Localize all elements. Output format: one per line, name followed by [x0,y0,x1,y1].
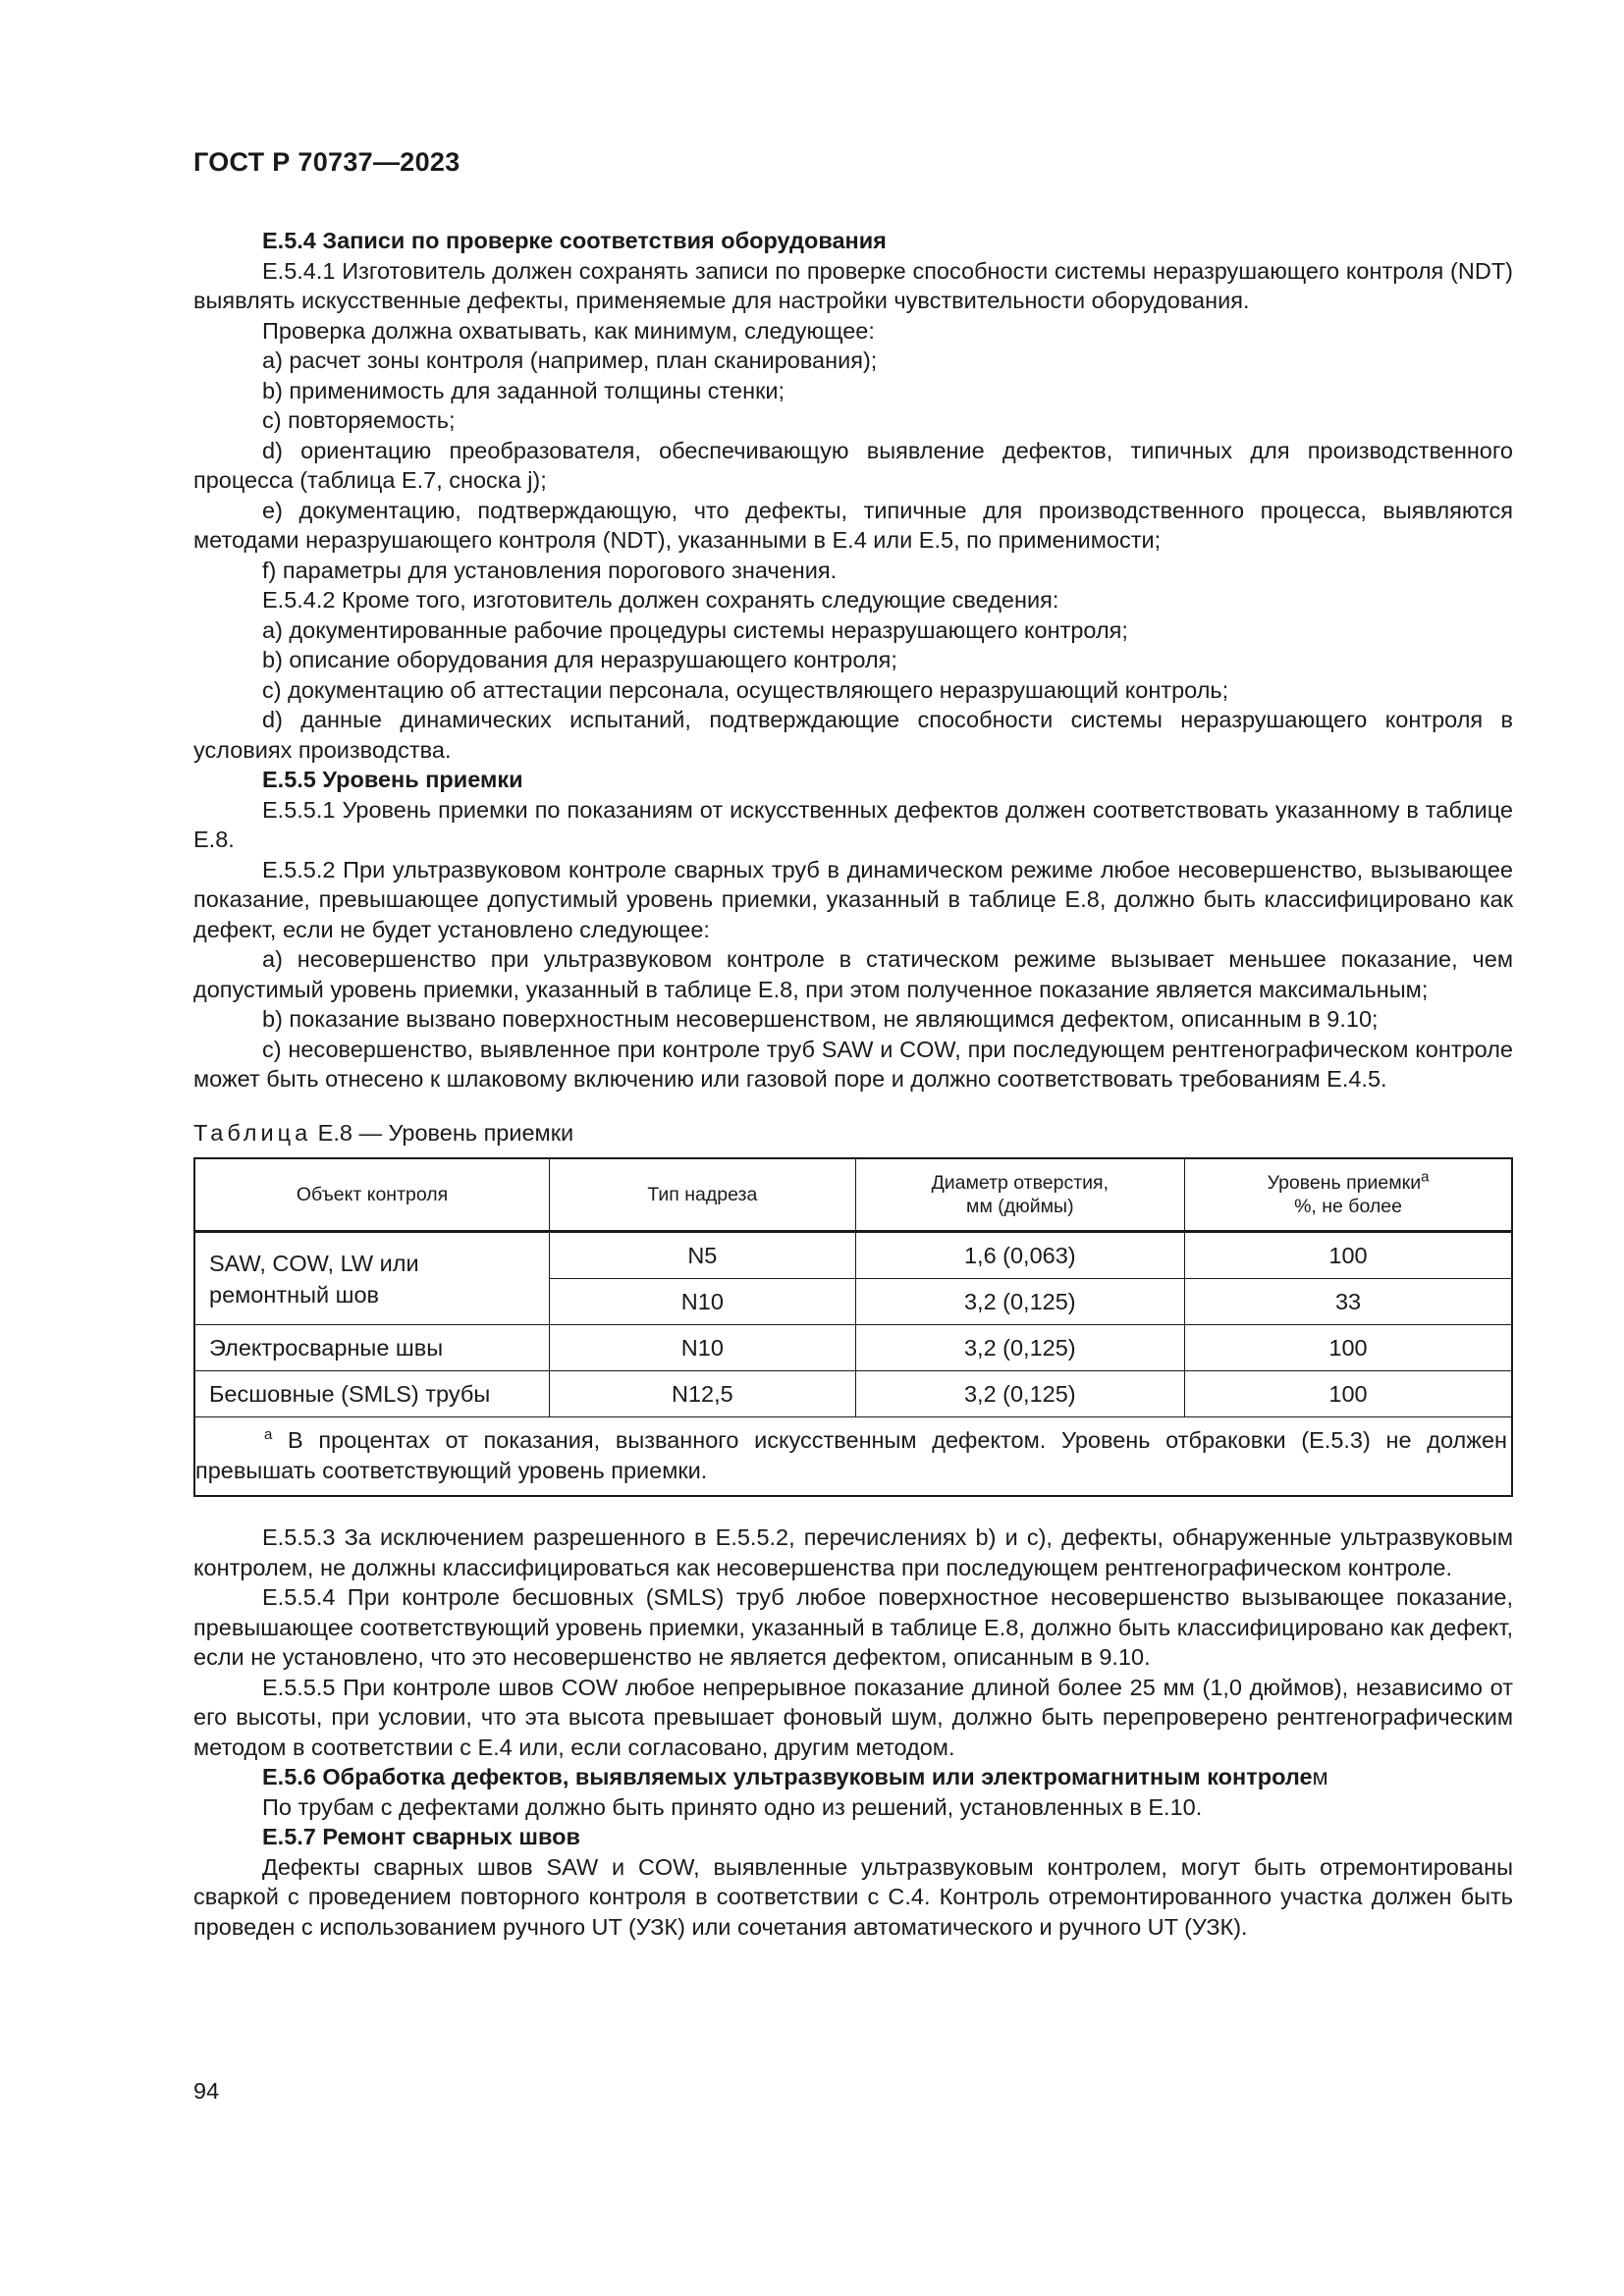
cell-level: 100 [1185,1325,1512,1371]
list-item: b) описание оборудования для неразрушающего контроля; [262,647,897,672]
cell-level: 100 [1185,1232,1512,1279]
list-item: a) несовершенство при ультразвуковом контроле в статическом режиме вызывает меньшее показание, чем допустимый уровень приемки, указанный в таблице Е.8, при этом полученное показание является максимальным; [193,946,1513,1002]
list-item: e) документацию, подтверждающую, что дефекты, типичные для производственного процесса, выявляются методами неразрушающего контроля (NDT), указанными в Е.4 или Е.5, по применимости; [193,497,1513,553]
paragraph: Е.5.4.1 Изготовитель должен сохранять записи по проверке способности системы неразрушающего контроля (NDT) выявлять искусственные дефекты, применяемые для настройки чувствительности оборудования. [193,257,1513,313]
sections-after [193,1522,1513,1942]
paragraph: Е.5.5.2 При ультразвуковом контроле сварных труб в динамическом режиме любое несовершенство, вызывающее показание, превышающее допустимый уровень приемки, указанный в таблице Е.8, должно быть классифицировано как дефект, если не будет установлено следующее: [193,856,1513,942]
sections-before [193,226,1513,1095]
table-footnote-row [194,1417,1512,1497]
cell-diameter: 3,2 (0,125) [855,1279,1184,1325]
section-heading: Е.5.4 Записи по проверке соответствия оборудования [262,228,887,253]
page-number: 94 [193,2078,220,2104]
table-footnote [194,1417,1512,1497]
list-item: f) параметры для установления порогового значения. [262,557,838,583]
cell-notch: N5 [550,1232,855,1279]
paragraph: Проверка должна охватывать, как минимум, следующее: [262,317,875,344]
table-caption-title: Е.8 — Уровень приемки [311,1119,574,1146]
table-row [194,1371,1512,1417]
header-hole-diameter: Диаметр отверстия, мм (дюймы) [855,1158,1184,1232]
footnote-text: В процентах от показания, вызванного искусственным дефектом. Уровень отбраковки (Е.5.3) не должен превышать соответствующий уровень приемки. [195,1427,1507,1483]
paragraph: Е.5.5.1 Уровень приемки по показаниям от искусственных дефектов должен соответствовать указанному в таблице Е.8. [193,796,1513,852]
list-item: c) повторяемость; [262,407,456,433]
list-item: d) ориентацию преобразователя, обеспечивающую выявление дефектов, типичных для производственного процесса (таблица Е.7, сноска j); [193,437,1513,493]
cell-notch: N10 [550,1279,855,1325]
list-item: c) документацию об аттестации персонала, осуществляющего неразрушающий контроль; [262,676,1229,703]
cell-diameter: 3,2 (0,125) [855,1371,1184,1417]
list-item: b) применимость для заданной толщины стенки; [262,377,785,403]
list-item: c) несовершенство, выявленное при контроле труб SAW и COW, при последующем рентгенографическом контроле может быть отнесено к шлаковому включению или газовой поре и должно соответствовать требованиям Е.4.5. [193,1036,1513,1092]
table-caption [193,1118,1513,1148]
cell-diameter: 1,6 (0,063) [855,1232,1184,1279]
cell-notch: N12,5 [550,1371,855,1417]
acceptance-level-table [193,1157,1513,1497]
paragraph: По трубам с дефектами должно быть принято одно из решений, установленных в Е.10. [262,1793,1203,1820]
list-item: a) расчет зоны контроля (например, план сканирования); [262,347,878,373]
paragraph: Е.5.5.4 При контроле бесшовных (SMLS) труб любое поверхностное несовершенство вызывающее показание, превышающее соответствующий уровень приемки, указанный в таблице Е.8, должно быть классифицировано как дефект, если не установлено, что это несовершенство не является дефектом, описанным в 9.10. [193,1584,1513,1670]
cell-object: Электросварные швы [194,1325,550,1371]
footnote-ref: a [1421,1168,1430,1186]
header-acceptance-level: Уровень приемки$^a$ %, не более [1185,1158,1512,1232]
list-item: b) показание вызвано поверхностным несовершенством, не являющимся дефектом, описанным в 9.10; [262,1006,1379,1032]
section-heading: Е.5.6 Обработка дефектов, выявляемых ультразвуковым или электромагнитным контролем [262,1764,1328,1789]
cell-level: 33 [1185,1279,1512,1325]
list-item: d) данные динамических испытаний, подтверждающие способности системы неразрушающего контроля в условиях производства. [193,707,1513,763]
cell-object: SAW, COW, LW или ремонтный шов [194,1232,550,1325]
table-header-row [194,1158,1512,1232]
section-heading: Е.5.5 Уровень приемки [262,767,523,792]
footnote-mark: a [264,1426,273,1444]
page-content [193,226,1513,1942]
table-caption-prefix: Таблица [193,1119,312,1146]
header-notch-type: Тип надреза [550,1158,855,1232]
table-row [194,1232,1512,1279]
cell-level: 100 [1185,1371,1512,1417]
paragraph: Е.5.5.3 За исключением разрешенного в Е.5.5.2, перечислениях b) и c), дефекты, обнаруженные ультразвуковым контролем, не должны классифицироваться как несовершенства при последующем рентгенографическом контроле. [193,1524,1513,1580]
paragraph: Дефекты сварных швов SAW и COW, выявленные ультразвуковым контролем, могут быть отремонтированы сваркой с проведением повторного контроля в соответствии с С.4. Контроль отремонтированного участка должен быть проведен с использованием ручного UT (УЗК) или сочетания автоматического и ручного UT (УЗК). [193,1853,1513,1940]
document-header: ГОСТ Р 70737—2023 [193,147,460,177]
cell-diameter: 3,2 (0,125) [855,1325,1184,1371]
table-row [194,1325,1512,1371]
paragraph: Е.5.5.5 При контроле швов COW любое непрерывное показание длиной более 25 мм (1,0 дюймов), независимо от его высоты, при условии, что эта высота превышает фоновый шум, должно быть перепроверено рентгенографическим методом в соответствии с Е.4 или, если согласовано, другим методом. [193,1674,1513,1760]
list-item: a) документированные рабочие процедуры системы неразрушающего контроля; [262,616,1128,643]
paragraph: Е.5.4.2 Кроме того, изготовитель должен сохранять следующие сведения: [262,587,1059,613]
cell-notch: N10 [550,1325,855,1371]
section-heading: Е.5.7 Ремонт сварных швов [262,1824,580,1849]
header-object: Объект контроля [194,1158,550,1232]
cell-object: Бесшовные (SMLS) трубы [194,1371,550,1417]
